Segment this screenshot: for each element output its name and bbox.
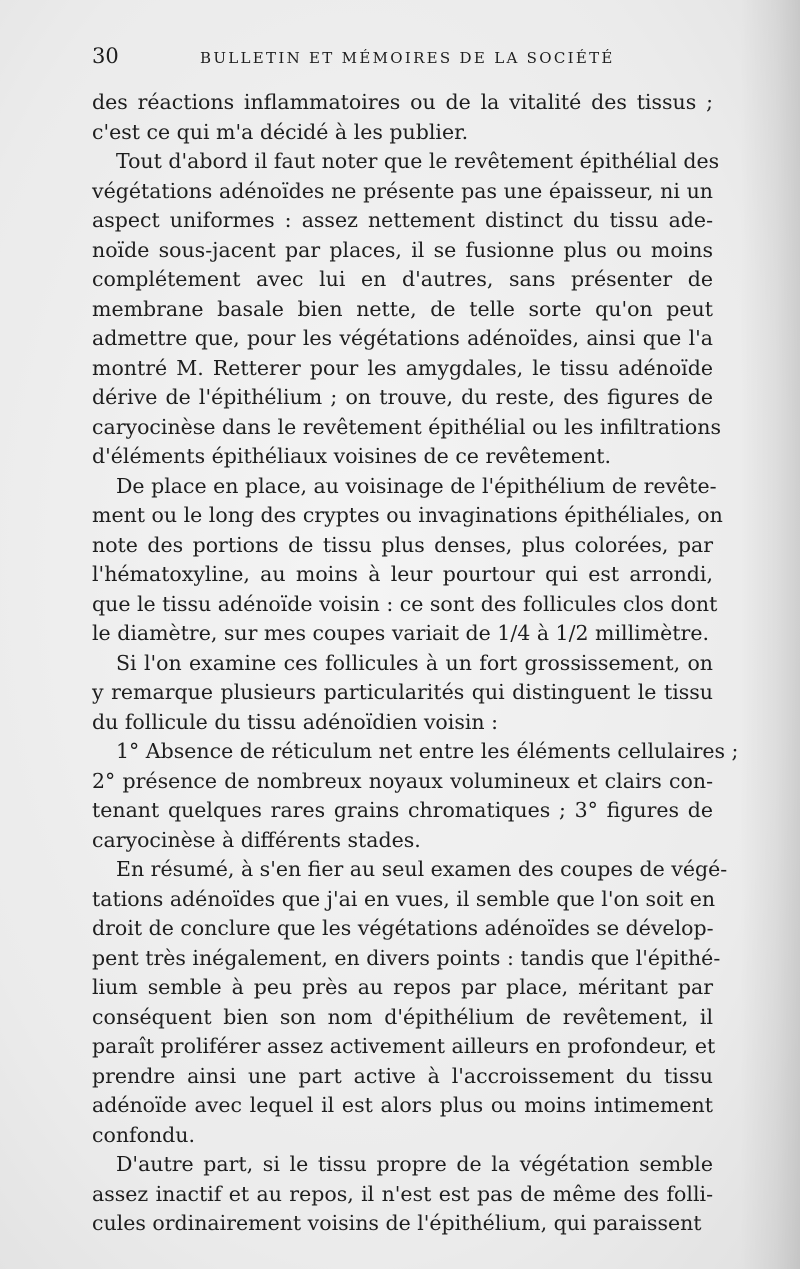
text-line: D'autre part, si le tissu propre de la végétation semble — [116, 1152, 713, 1176]
text-line: confondu. — [92, 1122, 196, 1147]
text-line: pent très inégalement, en divers points : tandis que l'épithé- — [92, 945, 721, 970]
paragraph — [92, 737, 739, 855]
text-line: droit de conclure que les végétations adénoïdes se dévelop- — [92, 916, 714, 940]
text-line: dérive de l'épithélium ; on trouve, du reste, des figures de — [92, 385, 713, 409]
paragraph — [92, 1150, 713, 1239]
text-line: du follicule du tissu adénoïdien voisin : — [92, 709, 499, 734]
text-line: y remarque plusieurs particularités qui distinguent le tissu — [92, 680, 713, 704]
text-line: caryocinèse à différents stades. — [92, 827, 421, 852]
text-line: conséquent bien son nom d'épithélium de revêtement, il — [92, 1004, 713, 1029]
text-line: le diamètre, sur mes coupes variait de 1/4 à 1/2 millimètre. — [92, 621, 709, 645]
running-title: BULLETIN ET MÉMOIRES DE LA SOCIÉTÉ — [200, 49, 615, 67]
text-line: tenant quelques rares grains chromatiques ; 3° figures de — [92, 798, 713, 822]
text-line: ment ou le long des cryptes ou invaginations épithéliales, on — [92, 503, 723, 527]
text-line: admettre que, pour les végétations adénoïdes, ainsi que l'a — [92, 326, 713, 350]
page-number: 30 — [92, 44, 119, 68]
text-line: caryocinèse dans le revêtement épithélial ou les infiltrations — [92, 414, 721, 439]
page-header — [92, 44, 710, 72]
text-line: En résumé, à s'en fier au seul examen des coupes de végé- — [116, 857, 728, 881]
text-line: l'hématoxyline, au moins à leur pourtour qui est arrondi, — [92, 562, 713, 586]
text-line: De place en place, au voisinage de l'épithélium de revête- — [116, 473, 717, 498]
text-line: lium semble à peu près au repos par place, méritant par — [92, 975, 713, 999]
text-line: membrane basale bien nette, de telle sorte qu'on peut — [92, 296, 713, 321]
text-line: noïde sous-jacent par places, il se fusionne plus ou moins — [92, 237, 713, 262]
text-line: assez inactif et au repos, il n'est est pas de même des folli- — [92, 1181, 713, 1206]
body-text — [92, 88, 739, 1239]
paragraph — [92, 88, 713, 147]
text-line: complétement avec lui en d'autres, sans présenter de — [92, 267, 713, 291]
text-line: Si l'on examine ces follicules à un fort grossissement, on — [116, 650, 713, 675]
text-line: que le tissu adénoïde voisin : ce sont des follicules clos dont — [92, 591, 718, 616]
text-line: d'éléments épithéliaux voisines de ce revêtement. — [92, 444, 611, 468]
text-line: c'est ce qui m'a décidé à les publier. — [92, 119, 469, 144]
text-line: cules ordinairement voisins de l'épithélium, qui paraissent — [92, 1211, 702, 1235]
text-line: tations adénoïdes que j'ai en vues, il semble que l'on soit en — [92, 886, 716, 911]
text-line: prendre ainsi une part active à l'accroissement du tissu — [92, 1063, 713, 1088]
text-line: paraît proliférer assez activement ailleurs en profondeur, et — [92, 1034, 716, 1058]
text-line: montré M. Retterer pour les amygdales, le tissu adénoïde — [92, 355, 713, 380]
paragraph — [92, 649, 713, 738]
text-line: 1° Absence de réticulum net entre les éléments cellulaires ; — [116, 739, 739, 763]
text-line: Tout d'abord il faut noter que le revêtement épithélial des — [116, 149, 720, 173]
text-line: des réactions inflammatoires ou de la vitalité des tissus ; — [92, 90, 713, 114]
page-edge-shadow — [740, 0, 800, 1269]
paragraph — [92, 855, 728, 1150]
text-line: adénoïde avec lequel il est alors plus ou moins intimement — [92, 1093, 713, 1117]
text-line: végétations adénoïdes ne présente pas une épaisseur, ni un — [92, 178, 713, 203]
text-line: note des portions de tissu plus denses, plus colorées, par — [92, 532, 713, 557]
paragraph — [92, 147, 721, 472]
paragraph — [92, 472, 723, 649]
text-line: aspect uniformes : assez nettement distinct du tissu ade- — [92, 208, 713, 232]
text-line: 2° présence de nombreux noyaux volumineux et clairs con- — [92, 768, 713, 793]
